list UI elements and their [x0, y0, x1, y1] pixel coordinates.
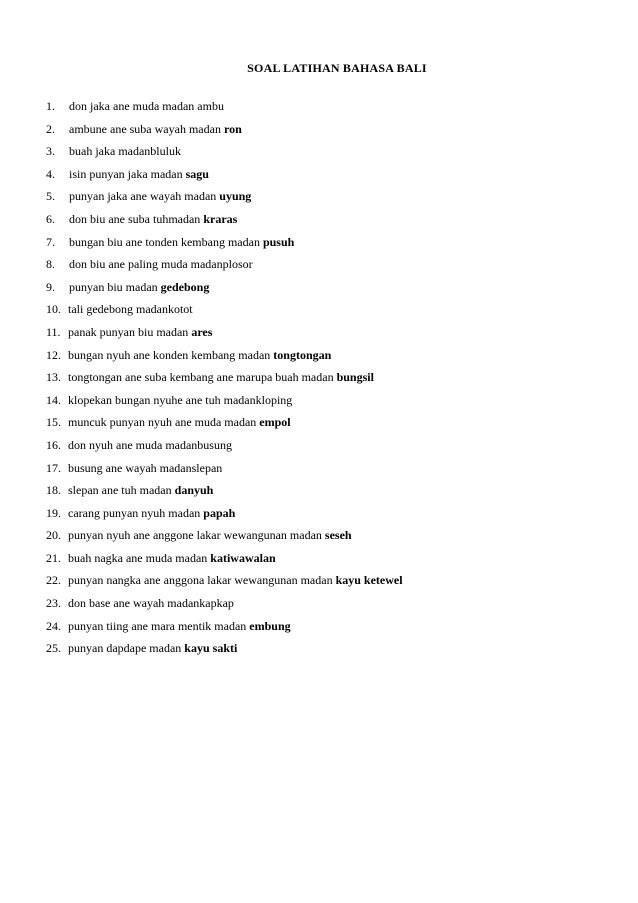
item-answer: pusuh: [262, 234, 295, 249]
item-text: slepan ane tuh madan: [68, 483, 175, 498]
item-number: 25.: [46, 641, 61, 656]
item-answer: bungsil: [336, 370, 374, 385]
item-text: muncuk punyan nyuh ane muda madan: [68, 415, 260, 430]
list-item: [46, 615, 403, 638]
item-number: 13.: [46, 370, 61, 385]
list-item: [46, 253, 403, 276]
item-text: don biu ane suba tuhmadan: [69, 211, 204, 226]
list-item: [46, 569, 403, 592]
item-number: 1.: [46, 99, 55, 113]
list-item: [46, 298, 403, 321]
item-answer: empol: [259, 415, 291, 430]
list-item: [46, 118, 403, 141]
item-answer: katiwawalan: [210, 550, 276, 565]
item-answer: danyuh: [174, 483, 214, 498]
item-answer: gedebong: [160, 279, 210, 294]
item-text: punyan nyuh ane anggone lakar wewangunan madan: [68, 528, 325, 543]
item-number: 5.: [46, 189, 55, 204]
item-text: busung ane wayah madanslepan: [68, 460, 223, 475]
item-text: punyan nangka ane anggona lakar wewangunan madan: [68, 573, 336, 588]
list-item: [46, 592, 403, 615]
item-number: 12.: [46, 347, 61, 362]
item-number: 16.: [46, 437, 61, 452]
item-answer: kraras: [203, 211, 238, 226]
item-answer: ares: [191, 324, 213, 339]
list-item: [46, 502, 403, 525]
document-title: SOAL LATIHAN BAHASA BALI: [247, 61, 427, 75]
item-number: 17.: [46, 460, 61, 475]
list-item: [46, 524, 403, 547]
item-number: 7.: [46, 234, 55, 249]
item-answer: kayu ketewel: [335, 573, 403, 588]
item-number: 2.: [46, 121, 55, 136]
item-number: 11.: [46, 324, 61, 339]
item-number: 6.: [46, 211, 55, 226]
item-answer: kayu sakti: [184, 641, 238, 656]
item-text: panak punyan biu madan: [68, 324, 192, 339]
item-text: punyan jaka ane wayah madan: [69, 189, 220, 204]
item-number: 15.: [46, 415, 61, 430]
item-number: 19.: [46, 505, 61, 520]
item-text: punyan tiing ane mara mentik madan: [68, 618, 250, 633]
item-text: buah nagka ane muda madan: [68, 550, 211, 565]
list-item: [46, 434, 403, 457]
item-answer: papah: [203, 505, 236, 520]
item-answer: seseh: [324, 528, 352, 543]
item-text: tongtongan ane suba kembang ane marupa buah madan: [68, 370, 337, 385]
item-text: don biu ane paling muda madanplosor: [69, 257, 253, 272]
list-item: [46, 231, 403, 254]
item-answer: uyung: [219, 189, 252, 204]
list-item: [46, 389, 403, 412]
list-item: [46, 208, 403, 231]
item-text: punyan biu madan: [69, 279, 161, 294]
item-number: 3.: [46, 144, 55, 159]
list-item: [46, 479, 403, 502]
list-item: [46, 321, 403, 344]
item-answer: ron: [223, 121, 242, 136]
item-number: 24.: [46, 618, 61, 633]
item-number: 4.: [46, 166, 55, 181]
list-item: [46, 547, 403, 570]
list-item: [46, 140, 403, 163]
list-item: [46, 163, 403, 186]
item-text: buah jaka madanbluluk: [69, 144, 181, 159]
item-number: 20.: [46, 528, 61, 543]
item-text: don jaka ane muda madan ambu: [69, 99, 224, 113]
list-item: [46, 637, 403, 660]
question-list: [46, 95, 403, 660]
item-number: 23.: [46, 596, 61, 611]
list-item: [46, 457, 403, 480]
item-answer: embung: [249, 618, 291, 633]
item-number: 9.: [46, 279, 55, 294]
item-number: 18.: [46, 483, 61, 498]
item-text: bungan biu ane tonden kembang madan: [69, 234, 263, 249]
item-text: don nyuh ane muda madanbusung: [68, 437, 232, 452]
list-item: [46, 366, 403, 389]
item-answer: tongtongan: [273, 347, 332, 362]
list-item: [46, 95, 403, 118]
item-number: 14.: [46, 392, 61, 407]
item-text: ambune ane suba wayah madan: [69, 121, 224, 136]
item-text: isin punyan jaka madan: [69, 166, 186, 181]
item-text: carang punyan nyuh madan: [68, 505, 204, 520]
item-number: 10.: [46, 302, 61, 317]
item-number: 22.: [46, 573, 61, 588]
list-item: [46, 411, 403, 434]
item-text: punyan dapdape madan: [68, 641, 185, 656]
list-item: [46, 185, 403, 208]
list-item: [46, 344, 403, 367]
item-number: 21.: [46, 550, 61, 565]
item-text: klopekan bungan nyuhe ane tuh madankloping: [68, 392, 293, 407]
item-text: bungan nyuh ane konden kembang madan: [68, 347, 274, 362]
item-number: 8.: [46, 257, 55, 272]
list-item: [46, 276, 403, 299]
item-text: tali gedebong madankotot: [68, 302, 193, 317]
item-text: don base ane wayah madankapkap: [68, 596, 234, 611]
item-answer: sagu: [185, 166, 209, 181]
